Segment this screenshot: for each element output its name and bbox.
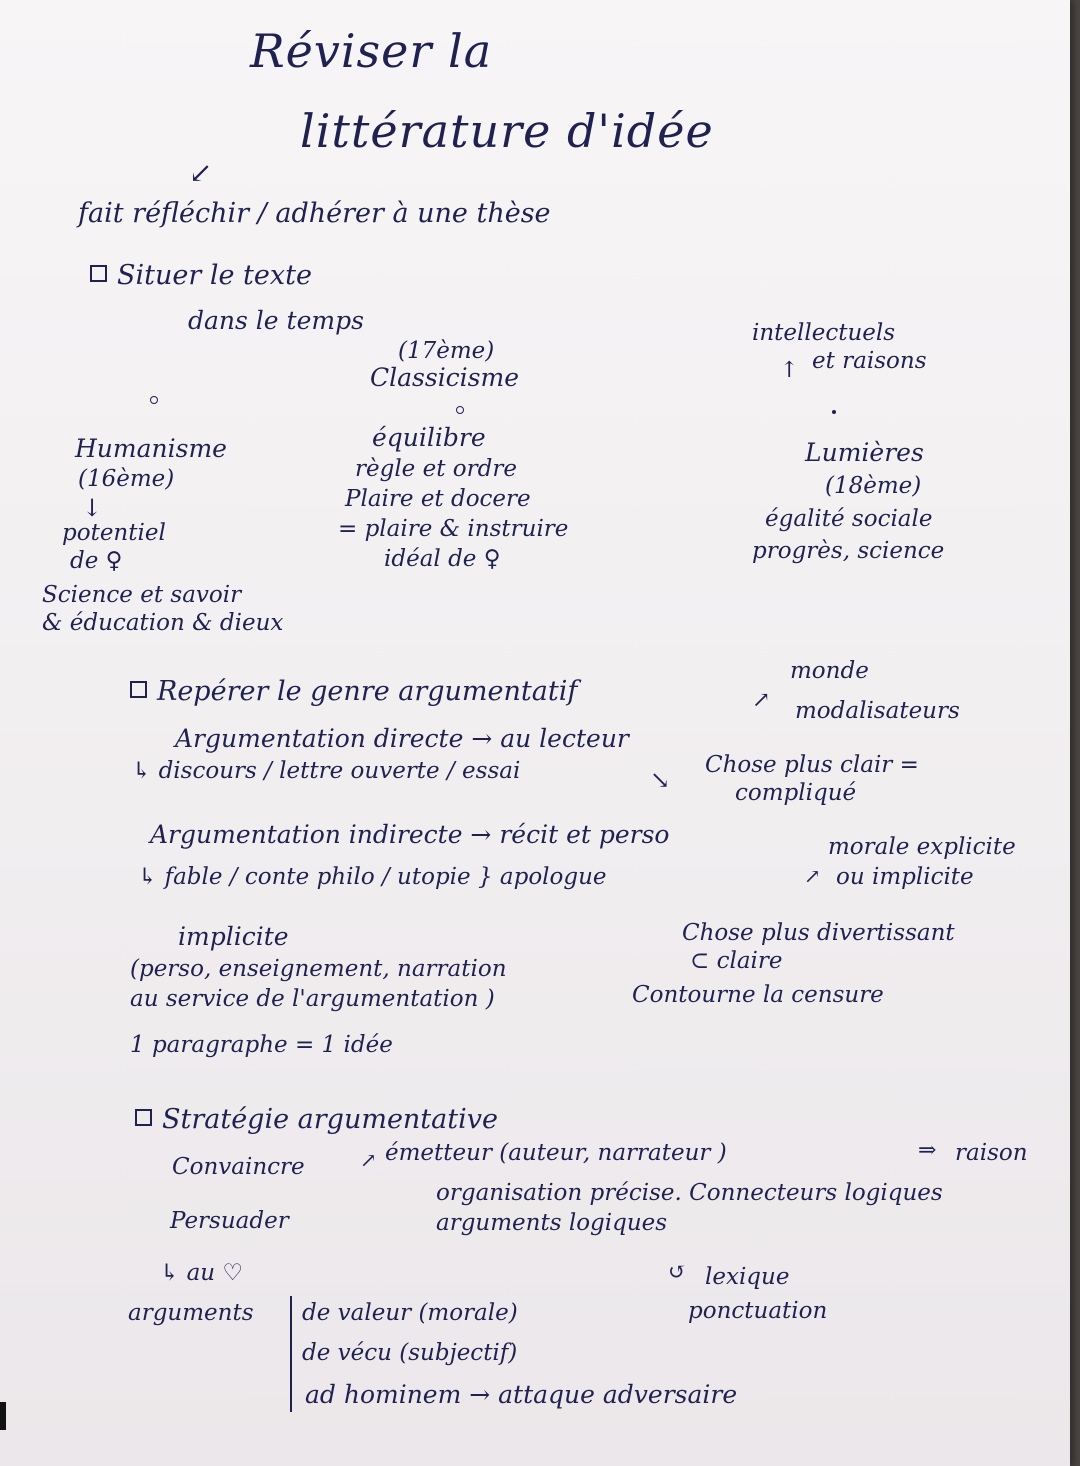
- classicisme-line-3: Plaire et docere: [345, 486, 531, 512]
- section-situer-heading-text: Situer le texte: [117, 260, 312, 291]
- perso-line-1: (perso, enseignement, narration: [130, 956, 507, 982]
- humanisme-line-1: potentiel: [62, 520, 166, 546]
- arrow-right-icon: ↘: [650, 766, 671, 794]
- chose-clair-2: compliqué: [735, 780, 857, 806]
- contourne-censure: Contourne la censure: [632, 982, 884, 1008]
- morale-2: ou implicite: [836, 864, 974, 890]
- classicisme-period: (17ème): [398, 338, 495, 364]
- intro-line: fait réfléchir / adhérer à une thèse: [78, 198, 551, 229]
- arrow-up-right-icon: ↗: [360, 1148, 377, 1172]
- humanisme-name: Humanisme: [75, 434, 227, 463]
- page-title-line-2: littérature d'idée: [300, 104, 714, 158]
- argument-valeur: de valeur (morale): [302, 1300, 518, 1326]
- implicite-label: implicite: [178, 922, 289, 951]
- section-genre-heading-text: Repérer le genre argumentatif: [157, 676, 578, 707]
- arguments-label: arguments: [128, 1300, 254, 1326]
- lumieres-line-2: progrès, science: [752, 538, 945, 564]
- lumieres-top-1: intellectuels: [752, 320, 896, 346]
- arrow-down-left-icon: ↓: [180, 153, 221, 194]
- small-dot-icon: [832, 410, 836, 414]
- arrow-up-icon: ↑: [780, 358, 799, 383]
- chose-clair-1: Chose plus clair =: [705, 752, 919, 778]
- convaincre-label: Convaincre: [172, 1154, 305, 1180]
- lumieres-period: (18ème): [825, 473, 922, 499]
- lumieres-line-1: égalité sociale: [765, 506, 933, 532]
- humanisme-line-2: de ♀: [70, 548, 123, 574]
- classicisme-name: Classicisme: [370, 363, 520, 392]
- section-genre-heading: [130, 678, 577, 705]
- organisation-label: organisation précise. Connecteurs logiques: [436, 1180, 943, 1206]
- binder-mark: [0, 1402, 6, 1430]
- lumieres-name: Lumières: [805, 438, 924, 467]
- small-circle-icon: [150, 396, 158, 404]
- section-situer-heading: [90, 262, 312, 289]
- section-strategie-heading-text: Stratégie argumentative: [162, 1104, 498, 1135]
- genre-top-1: monde: [790, 658, 869, 684]
- arrow-right-icon: ⇒: [918, 1138, 937, 1163]
- persuader-label: Persuader: [170, 1208, 289, 1234]
- ponctuation-label: ponctuation: [688, 1298, 828, 1324]
- chose-divertissant-2: ⊂ claire: [690, 948, 783, 974]
- humanisme-line-4: & éducation & dieux: [42, 610, 284, 636]
- small-circle-icon: [456, 406, 464, 414]
- arguments-logiques-label: arguments logiques: [436, 1210, 668, 1236]
- bracket-line: [290, 1296, 292, 1412]
- paragraphe-idee: 1 paragraphe = 1 idée: [130, 1032, 393, 1058]
- page-title-line-1: Réviser la: [250, 24, 493, 78]
- argument-vecu: de vécu (subjectif): [302, 1340, 518, 1366]
- classicisme-line-5: idéal de ♀: [384, 546, 501, 572]
- arrow-down-icon: ↓: [82, 494, 103, 522]
- situer-subtitle: dans le temps: [188, 306, 364, 335]
- checkbox-icon: [90, 265, 107, 282]
- lexique-label: lexique: [705, 1264, 790, 1290]
- perso-line-2: au service de l'argumentation ): [130, 986, 495, 1012]
- genre-top-2: modalisateurs: [795, 698, 960, 724]
- argumentation-directe-examples: ↳ discours / lettre ouverte / essai: [132, 758, 521, 784]
- section-strategie-heading: [135, 1106, 498, 1133]
- emetteur-label: émetteur (auteur, narrateur ): [385, 1140, 727, 1166]
- classicisme-line-4: = plaire & instruire: [338, 516, 569, 542]
- checkbox-icon: [130, 681, 147, 698]
- checkbox-icon: [135, 1109, 152, 1126]
- lumieres-top-2: et raisons: [812, 348, 927, 374]
- argument-ad-hominem: ad hominem → attaque adversaire: [305, 1380, 738, 1409]
- morale-1: morale explicite: [828, 834, 1016, 860]
- arrow-curve-icon: ↺: [668, 1260, 687, 1285]
- humanisme-line-3: Science et savoir: [42, 582, 242, 608]
- classicisme-line-1: équilibre: [372, 423, 486, 452]
- argumentation-indirecte-examples: ↳ fable / conte philo / utopie } apologue: [138, 864, 607, 890]
- argumentation-directe: Argumentation directe → au lecteur: [175, 724, 629, 753]
- classicisme-line-2: règle et ordre: [355, 456, 517, 482]
- au-coeur-label: ↳ au ♡: [160, 1260, 244, 1286]
- arrows-icon: ↗: [752, 688, 771, 713]
- argumentation-indirecte: Argumentation indirecte → récit et perso: [150, 820, 670, 849]
- arrow-up-right-icon: ↗: [804, 864, 821, 888]
- chose-divertissant-1: Chose plus divertissant: [682, 920, 955, 946]
- humanisme-period: (16ème): [78, 466, 175, 492]
- raison-label: raison: [955, 1140, 1028, 1166]
